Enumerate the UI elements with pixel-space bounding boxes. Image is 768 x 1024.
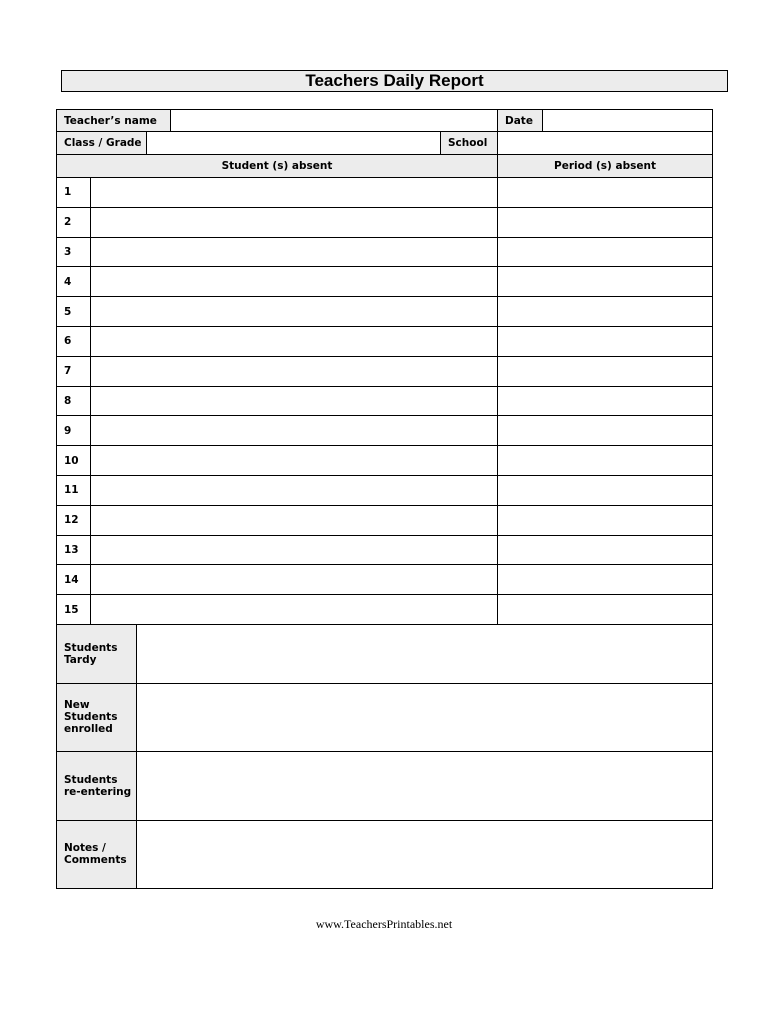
class-grade-label: Class / Grade [57,132,147,154]
notes-comments-row [56,821,713,889]
student-absent-field[interactable] [91,446,498,475]
row-number: 14 [57,565,91,594]
students-tardy-row [56,625,713,684]
school-field[interactable] [498,132,712,154]
period-absent-header: Period (s) absent [498,155,712,177]
student-absent-field[interactable] [91,476,498,505]
student-absent-field[interactable] [91,387,498,416]
row-number: 6 [57,327,91,356]
student-absent-field[interactable] [91,595,498,624]
row-number: 11 [57,476,91,505]
period-absent-field[interactable] [498,506,712,535]
period-absent-field[interactable] [498,446,712,475]
row-number: 8 [57,387,91,416]
period-absent-field[interactable] [498,476,712,505]
period-absent-field[interactable] [498,327,712,356]
footer-url[interactable]: www.TeachersPrintables.net [315,917,453,931]
period-absent-field[interactable] [498,565,712,594]
row-number: 10 [57,446,91,475]
student-absent-field[interactable] [91,327,498,356]
table-row [56,565,713,595]
students-re-entering-field[interactable] [137,752,712,820]
row-number: 2 [57,208,91,237]
absence-header-row [56,155,713,178]
student-absent-header: Student (s) absent [57,155,498,177]
students-re-entering-row [56,752,713,821]
teacher-name-label: Teacher’s name [57,110,171,131]
student-absent-field[interactable] [91,267,498,296]
table-row [56,267,713,297]
student-absent-field[interactable] [91,357,498,386]
table-row [56,297,713,327]
student-absent-field[interactable] [91,297,498,326]
table-row [56,387,713,417]
school-label: School [441,132,498,154]
period-absent-field[interactable] [498,238,712,267]
table-row [56,327,713,357]
page-title: Teachers Daily Report [61,70,728,92]
row-number: 7 [57,357,91,386]
period-absent-field[interactable] [498,387,712,416]
row-number: 5 [57,297,91,326]
student-absent-field[interactable] [91,536,498,565]
new-students-enrolled-label: New Students enrolled [57,684,137,751]
notes-comments-label: Notes / Comments [57,821,137,888]
class-school-row [56,132,713,155]
period-absent-field[interactable] [498,357,712,386]
period-absent-field[interactable] [498,267,712,296]
row-number: 15 [57,595,91,624]
table-row [56,506,713,536]
row-number: 3 [57,238,91,267]
period-absent-field[interactable] [498,416,712,445]
student-absent-field[interactable] [91,416,498,445]
table-row [56,446,713,476]
notes-comments-field[interactable] [137,821,712,888]
table-row [56,536,713,566]
period-absent-field[interactable] [498,595,712,624]
row-number: 4 [57,267,91,296]
class-grade-field[interactable] [147,132,441,154]
table-row [56,357,713,387]
table-row [56,476,713,506]
section-rows [56,625,713,889]
teacher-name-field[interactable] [171,110,498,131]
student-absent-field[interactable] [91,506,498,535]
students-tardy-field[interactable] [137,625,712,683]
student-absent-field[interactable] [91,238,498,267]
teacher-date-row [56,109,713,132]
period-absent-field[interactable] [498,208,712,237]
table-row [56,595,713,625]
period-absent-field[interactable] [498,536,712,565]
row-number: 13 [57,536,91,565]
daily-report-form [56,109,713,889]
table-row [56,178,713,208]
period-absent-field[interactable] [498,297,712,326]
row-number: 9 [57,416,91,445]
table-row [56,208,713,238]
table-row [56,416,713,446]
students-tardy-label: Students Tardy [57,625,137,683]
table-row [56,238,713,268]
date-field[interactable] [543,110,712,131]
row-number: 12 [57,506,91,535]
student-absent-field[interactable] [91,178,498,207]
date-label: Date [498,110,543,131]
students-re-entering-label: Students re-entering [57,752,137,820]
student-absent-field[interactable] [91,565,498,594]
new-students-enrolled-row [56,684,713,752]
new-students-enrolled-field[interactable] [137,684,712,751]
row-number: 1 [57,178,91,207]
absence-rows [56,178,713,625]
period-absent-field[interactable] [498,178,712,207]
student-absent-field[interactable] [91,208,498,237]
